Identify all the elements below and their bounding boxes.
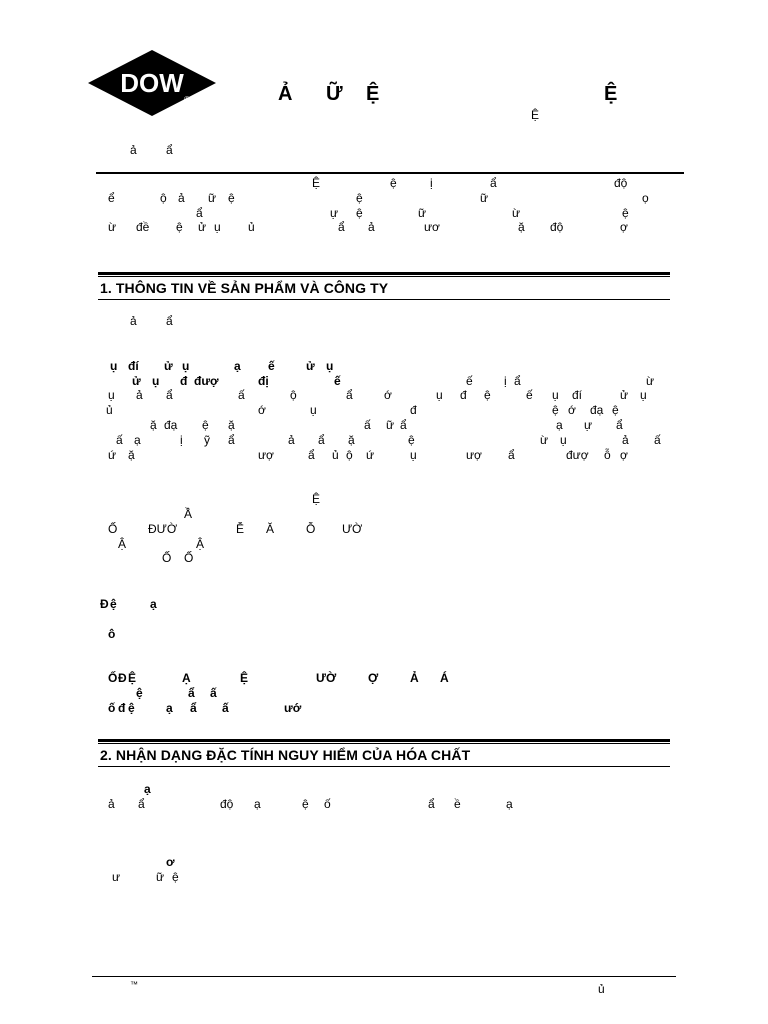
use-frag: ẩ <box>616 418 623 432</box>
intro-frag: ừ <box>512 206 521 220</box>
use-frag: ế <box>466 374 473 388</box>
footer-page-fragment: ủ <box>598 982 605 996</box>
use-frag: ặ <box>128 448 135 462</box>
subtitle-fragment: Ệ <box>531 108 540 122</box>
emergency-frag: Đ <box>118 671 127 685</box>
use-frag: ệ <box>484 388 491 402</box>
intro-frag: ệ <box>176 220 183 234</box>
emergency-frag: Ạ <box>182 671 191 685</box>
emergency-frag: ướ <box>284 701 302 715</box>
use-frag: ế <box>526 388 533 402</box>
trademark-symbol: ™ <box>130 980 138 989</box>
use-frag: ụ <box>436 388 443 402</box>
use-frag: ấ <box>654 433 661 447</box>
s2-frag: ẩ <box>428 797 435 811</box>
s2-frag: độ <box>220 797 234 811</box>
section-1-rule-top <box>98 272 670 275</box>
use-frag: ặ <box>228 418 235 432</box>
use-frag: đí <box>128 359 139 373</box>
intro-frag: ộ <box>160 191 167 205</box>
intro-frag: ự <box>330 206 339 220</box>
emergency-frag: ẩ <box>188 686 195 700</box>
use-frag: ị <box>504 374 507 388</box>
company-frag: Ố <box>162 551 172 565</box>
use-frag: ụ <box>108 388 115 402</box>
use-frag: ặ <box>348 433 355 447</box>
intro-frag: ủ <box>248 220 255 234</box>
s2-frag: ữ <box>156 870 165 884</box>
emergency-frag: Ư <box>316 671 326 685</box>
use-frag: đ <box>410 403 417 417</box>
phone-label-frag: ệ <box>110 597 117 611</box>
intro-frag: ươ <box>424 220 440 234</box>
use-frag: ử <box>620 388 629 402</box>
intro-frag: ệ <box>356 191 363 205</box>
company-frag: Ờ <box>352 522 363 536</box>
intro-frag: ị <box>430 176 433 190</box>
intro-frag: đề <box>136 220 150 234</box>
intro-frag: ợ <box>620 220 628 234</box>
use-frag: ự <box>584 418 593 432</box>
use-frag: ớ <box>384 388 392 402</box>
use-frag: ụ <box>560 433 567 447</box>
use-frag: ử <box>164 359 173 373</box>
company-frag: Ố <box>184 551 194 565</box>
use-frag: ệ <box>202 418 209 432</box>
use-frag: đ <box>180 374 188 388</box>
footer-rule <box>92 976 676 977</box>
s2-frag: ệ <box>172 870 179 884</box>
use-frag: ớ <box>258 403 266 417</box>
use-frag: ộ <box>346 448 353 462</box>
company-frag: Ễ <box>236 522 245 536</box>
use-frag: ừ <box>540 433 549 447</box>
use-frag: ẩ <box>508 448 515 462</box>
intro-frag: ữ <box>208 191 217 205</box>
section-2-rule-top-thin <box>98 743 670 744</box>
dow-diamond-icon <box>88 40 216 126</box>
intro-frag: ừ <box>108 220 117 234</box>
use-frag: ẩ <box>308 448 315 462</box>
s2-frag: ệ <box>302 797 309 811</box>
logo-registered-mark: ® <box>184 95 190 104</box>
use-frag: ẩ <box>166 388 173 402</box>
use-frag: ử <box>306 359 315 373</box>
use-frag: ử <box>132 374 141 388</box>
emergency-frag: Ệ <box>128 671 137 685</box>
emergency-frag: ẩ <box>190 701 197 715</box>
use-frag: ặ <box>150 418 157 432</box>
use-frag: ẩ <box>318 433 325 447</box>
s2-frag: ơ <box>166 855 175 869</box>
s2-frag: ả <box>108 797 115 811</box>
intro-frag: ẩ <box>196 206 203 220</box>
use-frag: ượ <box>258 448 274 462</box>
s2-frag: ạ <box>254 797 261 811</box>
use-frag: ỗ <box>604 448 611 462</box>
intro-frag: ệ <box>622 206 629 220</box>
emergency-frag: Ệ <box>240 671 249 685</box>
use-frag: ủ <box>332 448 339 462</box>
emergency-frag: Á <box>440 671 449 685</box>
use-frag: ụ <box>182 359 190 373</box>
emergency-frag: Ợ <box>368 671 379 685</box>
use-frag: ụ <box>552 388 559 402</box>
use-frag: ạ <box>556 418 563 432</box>
emergency-frag: ệ <box>128 701 135 715</box>
use-frag: đượ <box>566 448 589 462</box>
use-frag: ấ <box>116 433 123 447</box>
use-frag: ủ <box>106 403 113 417</box>
use-frag: ạ <box>234 359 241 373</box>
use-frag: ụ <box>310 403 317 417</box>
intro-frag: ẩ <box>338 220 345 234</box>
company-frag: Ầ <box>184 507 193 521</box>
use-frag: đí <box>572 388 583 402</box>
section-1-rule-top-thin <box>98 276 670 277</box>
company-frag: ĐƯỜ <box>148 522 178 536</box>
use-frag: ả <box>136 388 143 402</box>
email-label: ô <box>108 627 116 641</box>
use-frag: ế <box>268 359 275 373</box>
use-frag: ị <box>180 433 183 447</box>
intro-frag: ả <box>178 191 185 205</box>
emergency-frag: ố <box>108 701 116 715</box>
emergency-frag: Ờ <box>326 671 337 685</box>
use-frag: đượ <box>194 374 219 388</box>
intro-frag: ữ <box>480 191 489 205</box>
company-frag: Ậ <box>196 537 205 551</box>
use-frag: ừ <box>646 374 655 388</box>
title-part-4: Ệ <box>604 83 618 105</box>
use-frag: ệ <box>552 403 559 417</box>
use-frag: ụ <box>640 388 647 402</box>
use-frag: ữ <box>386 418 395 432</box>
intro-frag: ụ <box>214 220 221 234</box>
title-part-2: Ữ <box>326 83 343 105</box>
intro-frag: ệ <box>390 176 397 190</box>
use-frag: ấ <box>238 388 245 402</box>
emergency-frag: ệ <box>136 686 143 700</box>
s2-frag: ạ <box>506 797 513 811</box>
use-frag: ợ <box>620 448 628 462</box>
company-frag: Ố <box>108 522 118 536</box>
section-2-rule-bottom <box>98 766 670 767</box>
use-frag: đạ <box>164 418 178 432</box>
emergency-frag: ấ <box>222 701 229 715</box>
use-frag: ụ <box>326 359 334 373</box>
use-frag: ấ <box>364 418 371 432</box>
use-frag: ứ <box>366 448 375 462</box>
company-frag: Ă <box>266 522 275 536</box>
logo-text: DOW <box>120 68 184 98</box>
use-frag: đị <box>258 374 269 388</box>
intro-frag: ệ <box>228 191 235 205</box>
use-frag: ệ <box>612 403 619 417</box>
intro-frag: ả <box>368 220 375 234</box>
phone-label-frag: Đ <box>100 597 109 611</box>
use-frag: ẩ <box>400 418 407 432</box>
use-frag: ẩ <box>228 433 235 447</box>
section-2-title: 2. NHẬN DẠNG ĐẶC TÍNH NGUY HIỂM CỦA HÓA CHẤT <box>100 747 471 763</box>
emergency-frag: Ố <box>108 671 118 685</box>
use-frag: ượ <box>466 448 482 462</box>
use-frag: ụ <box>410 448 417 462</box>
intro-frag: ử <box>198 220 207 234</box>
company-frag: Ư <box>342 522 353 536</box>
use-frag: ỹ <box>204 433 210 447</box>
use-frag: ụ <box>152 374 160 388</box>
intro-frag: độ <box>550 220 564 234</box>
intro-frag: ữ <box>418 206 427 220</box>
emergency-frag: ấ <box>210 686 217 700</box>
section-1-header <box>98 272 670 302</box>
intro-frag: ặ <box>518 220 525 234</box>
section-2-header <box>98 739 670 769</box>
company-frag: Ỗ <box>306 522 316 536</box>
use-frag: ớ <box>568 403 576 417</box>
emergency-frag: Ả <box>410 671 419 685</box>
company-frag: Ệ <box>312 492 321 506</box>
title-part-1: Ả <box>278 83 293 105</box>
product-name-1: ả <box>130 143 137 157</box>
use-frag: ẩ <box>346 388 353 402</box>
use-frag: ả <box>622 433 629 447</box>
intro-frag: độ <box>614 176 628 190</box>
s2-frag: ề <box>454 797 461 811</box>
s2-frag: ạ <box>144 782 151 796</box>
s2-frag: ư <box>112 870 121 884</box>
s1-product-frag: ẩ <box>166 314 173 328</box>
intro-frag: ẩ <box>490 176 497 190</box>
phone-label-frag: ạ <box>150 597 157 611</box>
header-rule <box>96 172 684 174</box>
use-frag: ệ <box>408 433 415 447</box>
emergency-frag: ạ <box>166 701 173 715</box>
section-1-rule-bottom <box>98 299 670 300</box>
use-frag: ẩ <box>514 374 521 388</box>
emergency-frag: đ <box>118 701 126 715</box>
section-2-rule-top <box>98 739 670 742</box>
s2-frag: ẩ <box>138 797 145 811</box>
intro-frag: ệ <box>356 206 363 220</box>
dow-logo <box>88 40 216 126</box>
intro-frag: Ệ <box>312 176 321 190</box>
use-frag: ộ <box>290 388 297 402</box>
company-frag: Ậ <box>118 537 127 551</box>
s1-product-frag: ả <box>130 314 137 328</box>
s2-frag: ố <box>324 797 331 811</box>
product-name-2: ẩ <box>166 143 173 157</box>
use-frag: đ <box>460 388 467 402</box>
section-1-title: 1. THÔNG TIN VỀ SẢN PHẨM VÀ CÔNG TY <box>100 280 389 296</box>
use-frag: ạ <box>134 433 141 447</box>
use-frag: ả <box>288 433 295 447</box>
use-frag: ế <box>334 374 341 388</box>
intro-frag: ọ <box>642 191 649 205</box>
use-frag: ụ <box>110 359 118 373</box>
title-part-3: Ệ <box>366 83 380 105</box>
use-frag: đạ <box>590 403 604 417</box>
intro-frag: ể <box>108 191 115 205</box>
use-frag: ứ <box>108 448 117 462</box>
